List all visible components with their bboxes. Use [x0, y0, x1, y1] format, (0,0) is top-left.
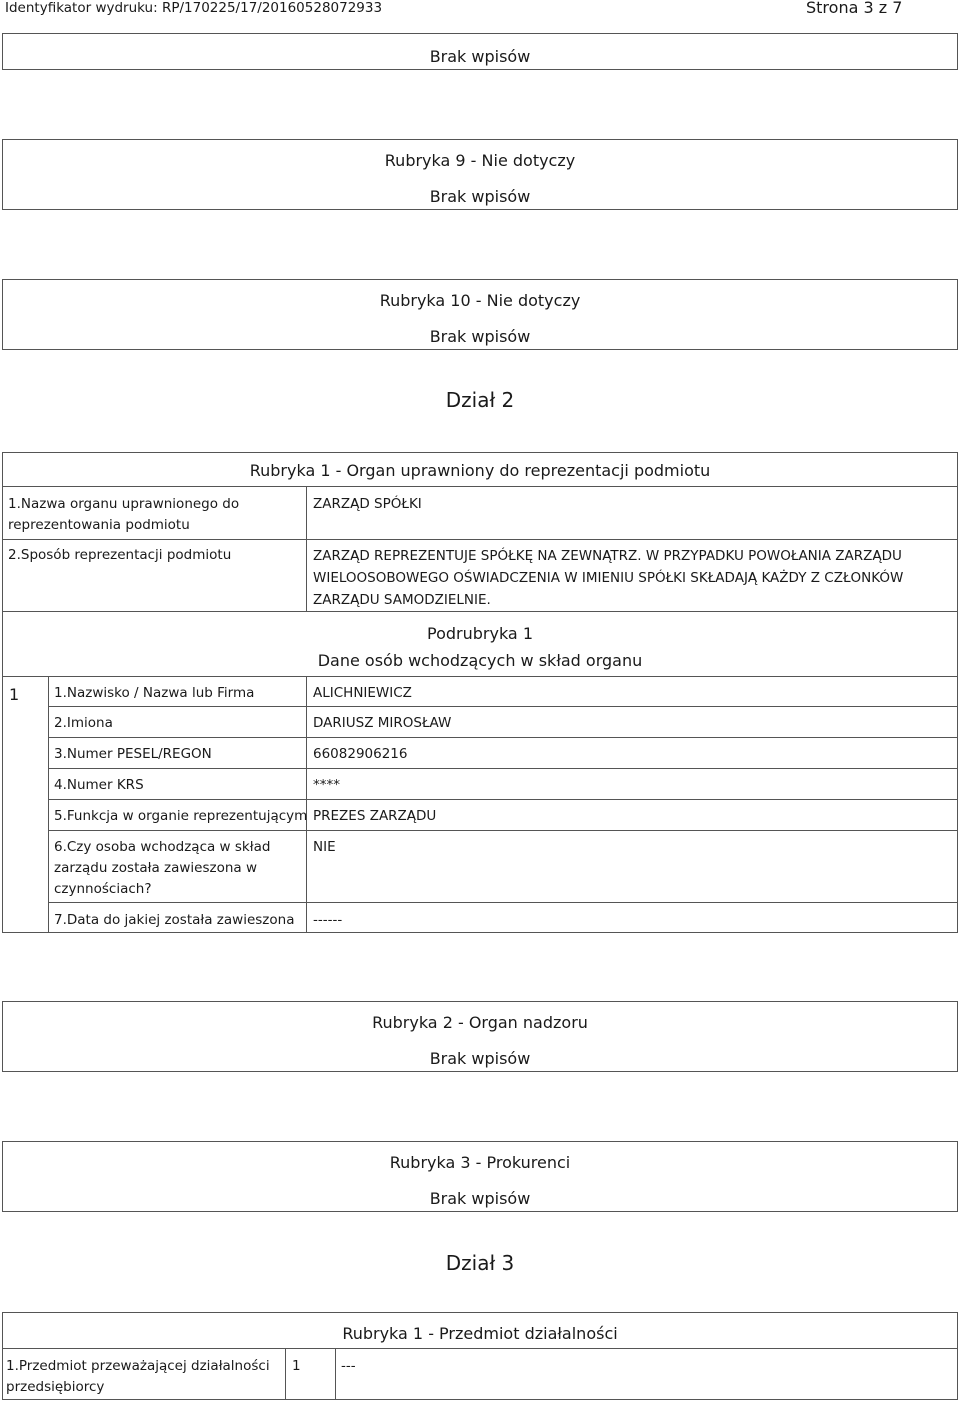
- podrubryka-subtitle: Dane osób wchodzących w skład organu: [317, 651, 643, 670]
- rubryka-2-block: [2, 1001, 958, 1072]
- divider: [48, 676, 49, 932]
- rubryka-1-organ-title: [0, 461, 960, 480]
- field-suspended-date-value: ------: [313, 912, 343, 928]
- divider: [306, 676, 307, 932]
- dzial-2-title: Dział 2: [445, 388, 515, 412]
- field-suspended-value: NIE: [313, 839, 336, 855]
- organ-name-label: 1.Nazwa organu uprawnionego do reprezentowania podmiotu: [8, 496, 240, 533]
- rubryka-3-block: [2, 1141, 958, 1212]
- divider: [48, 830, 958, 831]
- rubryka-3-empty: Brak wpisów: [429, 1189, 531, 1208]
- activity-label: 1.Przedmiot przeważającej działalności przedsiębiorcy: [6, 1358, 270, 1395]
- field-krs-label: 4.Numer KRS: [54, 777, 144, 793]
- divider: [48, 706, 958, 707]
- divider: [48, 768, 958, 769]
- empty-label: Brak wpisów: [429, 47, 531, 66]
- field-suspended-label: 6.Czy osoba wchodząca w skład zarządu została zawieszona w czynnościach?: [54, 839, 271, 897]
- rubryka-9-empty: Brak wpisów: [429, 187, 531, 206]
- rubryka-9-block: [2, 139, 958, 210]
- divider: [48, 737, 958, 738]
- dzial-3-rubryka-1-title: Rubryka 1 - Przedmiot działalności: [342, 1324, 618, 1343]
- rubryka-1-organ-title-text: Rubryka 1 - Organ uprawniony do reprezentacji podmiotu: [249, 461, 711, 480]
- divider: [2, 611, 958, 612]
- field-function-value: PREZES ZARZĄDU: [313, 808, 437, 824]
- dzial-3-title: Dział 3: [445, 1251, 515, 1275]
- rubryka-10-title: Rubryka 10 - Nie dotyczy: [379, 291, 581, 310]
- podrubryka-title: Podrubryka 1: [427, 624, 533, 643]
- rubryka-10-block: [2, 279, 958, 350]
- rubryka-10-empty: Brak wpisów: [429, 327, 531, 346]
- rubryka-3-title: Rubryka 3 - Prokurenci: [389, 1153, 571, 1172]
- field-names-label: 2.Imiona: [54, 715, 113, 731]
- field-surname-label: 1.Nazwisko / Nazwa lub Firma: [54, 685, 255, 701]
- top-empty-block: [2, 33, 958, 70]
- divider: [2, 1348, 958, 1349]
- rubryka-9-title: Rubryka 9 - Nie dotyczy: [384, 151, 576, 170]
- field-krs-value: ****: [313, 777, 340, 793]
- divider: [306, 486, 307, 611]
- print-identifier: Identyfikator wydruku: RP/170225/17/20160528072933: [5, 0, 383, 16]
- field-surname-value: ALICHNIEWICZ: [313, 685, 412, 701]
- rubryka-2-empty: Brak wpisów: [429, 1049, 531, 1068]
- divider: [335, 1348, 336, 1400]
- activity-index: 1: [292, 1358, 301, 1374]
- activity-value: ---: [341, 1358, 356, 1374]
- representation-label: 2.Sposób reprezentacji podmiotu: [8, 547, 232, 563]
- divider: [48, 902, 958, 903]
- field-names-value: DARIUSZ MIROSŁAW: [313, 715, 452, 731]
- rubryka-2-title: Rubryka 2 - Organ nadzoru: [372, 1013, 588, 1032]
- divider: [285, 1348, 286, 1400]
- field-pesel-value: 66082906216: [313, 746, 408, 762]
- representation-value: ZARZĄD REPREZENTUJE SPÓŁKĘ NA ZEWNĄTRZ. W PRZYPADKU POWOŁANIA ZARZĄDU WIELOOSOBOWEGO OŚWIADCZENIA W IMIENIU SPÓŁKI SKŁADAJĄ KAŻDY Z CZŁONKÓW ZARZĄDU SAMODZIELNIE.: [313, 548, 904, 608]
- page-number: Strona 3 z 7: [806, 0, 903, 17]
- person-index: 1: [9, 685, 20, 704]
- field-suspended-date-label: 7.Data do jakiej została zawieszona: [54, 912, 295, 928]
- divider: [2, 486, 958, 487]
- field-pesel-label: 3.Numer PESEL/REGON: [54, 746, 212, 762]
- divider: [2, 676, 958, 677]
- field-function-label: 5.Funkcja w organie reprezentującym: [54, 808, 308, 824]
- organ-name-value: ZARZĄD SPÓŁKI: [313, 496, 422, 512]
- divider: [48, 799, 958, 800]
- divider: [2, 539, 958, 540]
